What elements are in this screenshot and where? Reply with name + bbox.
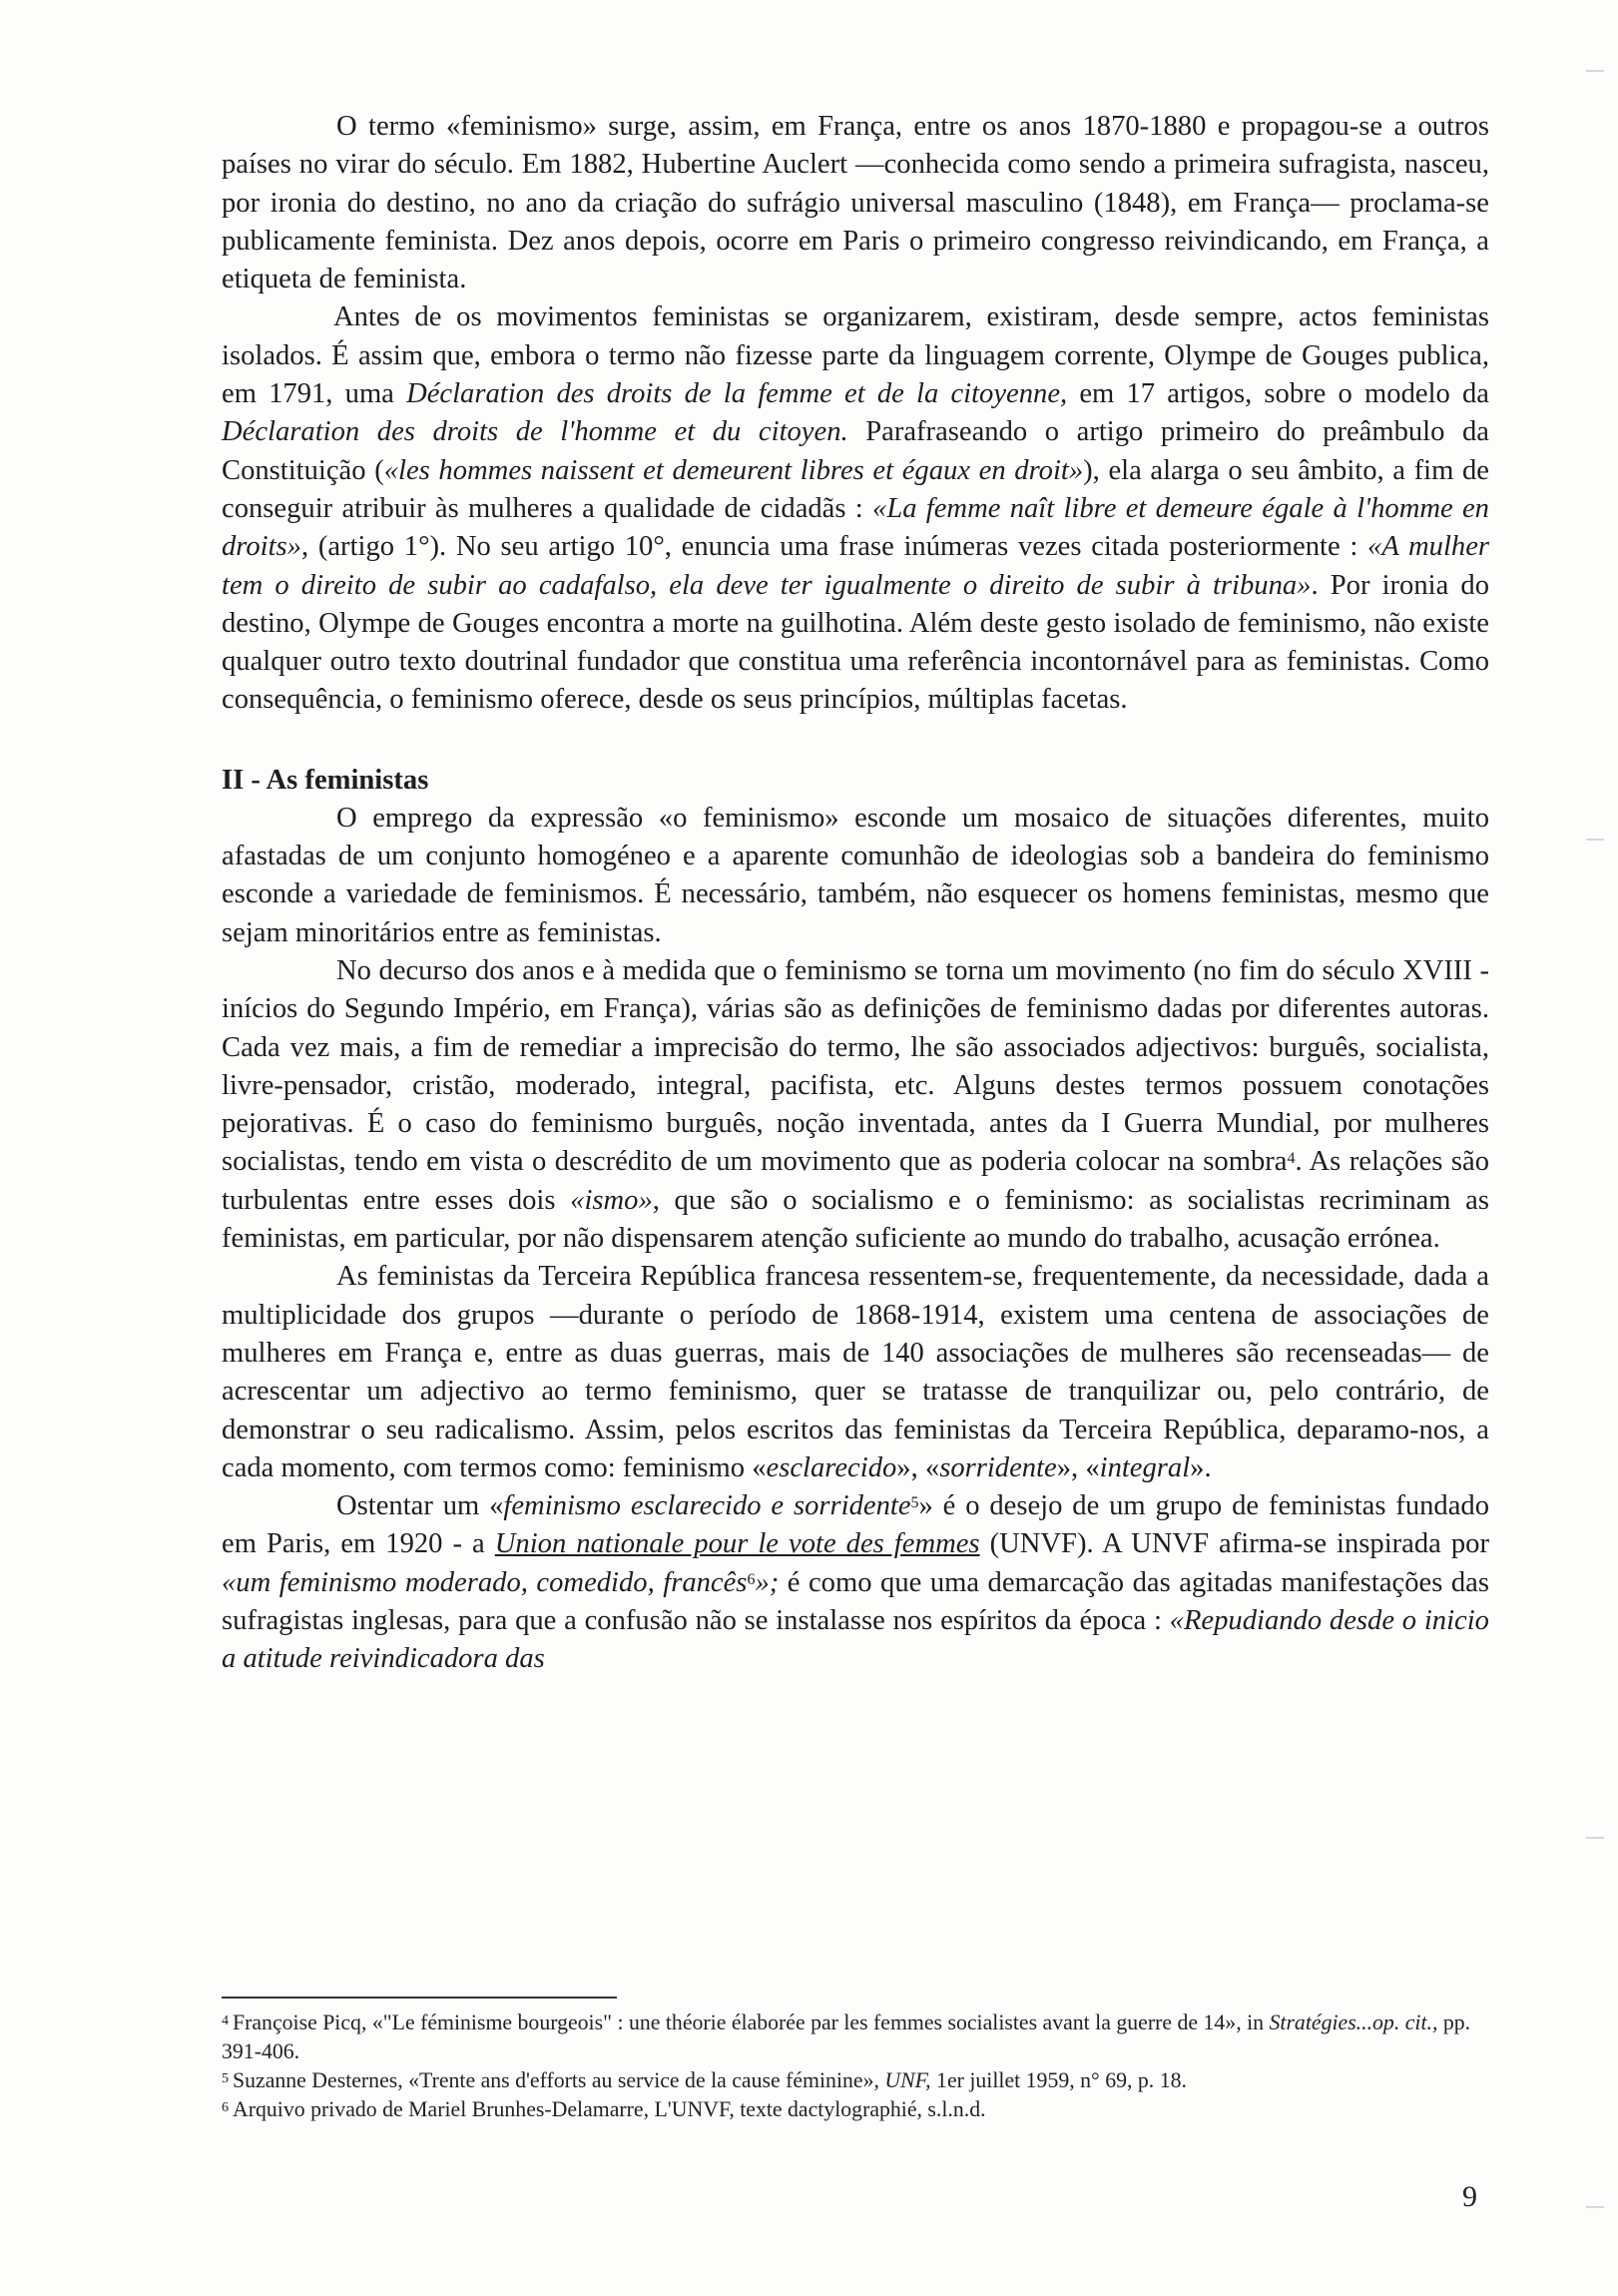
underlined-title: Union nationale pour le vote des femmes (494, 1528, 980, 1560)
page-number: 9 (1462, 2180, 1477, 2213)
footnote-4: $^4$ Françoise Picq, «"Le féminisme bourgeois" : une théorie élaborée par les femmes socialistes avant la guerre de 14», in Stratégies...op. cit., pp. 391-406. (222, 2010, 1471, 2063)
paragraph-4: No decurso dos anos e à medida que o feminismo se torna um movimento (no fim do século XVIII - inícios do Segundo Império, em França), várias são as definições de feminismo dadas por diferentes autoras. Cada vez mais, a fim de remediar a imprecisão do termo, lhe são associados adjectivos: burguês, socialista, livre-pensador, cristão, moderado, integral, pacifista, etc. Alguns destes termos possuem conotações pejorativas. É o caso do feminismo burguês, noção inventada, antes da I Guerra Mundial, por mulheres socialistas, tendo em vista o descrédito de um movimento que as poderia colocar na sombra$^4$. As relações são turbulentas entre esses dois «ismo», que são o socialismo e o feminismo: as socialistas recriminam as feministas, em particular, por não dispensarem atenção suficiente ao mundo do trabalho, acusação errónea. (222, 954, 1489, 1255)
paragraph-1: O termo «feminismo» surge, assim, em França, entre os anos 1870-1880 e propagou-se a outros países no virar do século. Em 1882, Hubertine Auclert —conhecida como sendo a primeira sufragista, nasceu, por ironia do destino, no ano da criação do sufrágio universal masculino (1848), em França— proclama-se publicamente feminista. Dez anos depois, ocorre em Paris o primeiro congresso reivindicando, em França, a etiqueta de feminista. (222, 111, 1489, 295)
footnote-ref-5: 5 (910, 1494, 919, 1512)
footnote-5: $^5$ Suzanne Desternes, «Trente ans d'efforts au service de la cause féminine», UNF, 1er juillet 1959, n° 69, p. 18. (222, 2068, 1187, 2092)
paragraph-5: As feministas da Terceira República francesa ressentem-se, frequentemente, da necessidade, dada a multiplicidade dos grupos —durante o período de 1868-1914, existem uma centena de associações de mulheres em França e, entre as duas guerras, mais de 140 associações de mulheres são recenseadas— de acrescentar um adjectivo ao termo feminismo, quer se tratasse de tranquilizar ou, pelo contrário, de demonstrar o seu radicalismo. Assim, pelos escritos das feministas da Terceira República, deparamo-nos, a cada momento, com termos como: feminismo «esclarecido», «sorridente», «integral». (222, 1261, 1489, 1483)
scan-edge-mark (1586, 2206, 1604, 2208)
footnotes (222, 2009, 1489, 2124)
paragraph-6: Ostentar um «feminismo esclarecido e sorridente$^5$» é o desejo de um grupo de feministas fundado em Paris, em 1920 - a Union nationale pour le vote des femmes (UNVF). A UNVF afirma-se inspirada por «um feminismo moderado, comedido, francês$^6$»; é como que uma demarcação das agitadas manifestações das sufragistas inglesas, para que a confusão não se instalasse nos espíritos da época : «Repudiando desde o inicio a atitude reivindicadora das (222, 1490, 1490, 1675)
footnote-6: $^6$ Arquivo privado de Mariel Brunhes-Delamarre, L'UNVF, texte dactylographié, s.l.n.d. (222, 2097, 986, 2121)
scan-edge-mark (1586, 1837, 1604, 1839)
scan-edge-mark (1586, 839, 1604, 841)
paragraph-3: O emprego da expressão «o feminismo» esconde um mosaico de situações diferentes, muito afastadas de um conjunto homogéneo e a aparente comunhão de ideologias sob a bandeira do feminismo esconde a variedade de feminismos. É necessário, também, não esquecer os homens feministas, mesmo que sejam minoritários entre as feministas. (222, 802, 1489, 948)
footnote-ref-4: 4 (1287, 1150, 1296, 1168)
section-heading: II - As feministas (222, 764, 429, 796)
footnote-separator (222, 1997, 617, 1999)
paragraph-2: Antes de os movimentos feministas se organizarem, existiram, desde sempre, actos feministas isolados. É assim que, embora o termo não fizesse parte da linguagem corrente, Olympe de Gouges publica, em 1791, uma Déclaration des droits de la femme et de la citoyenne, em 17 artigos, sobre o modelo da Déclaration des droits de l'homme et du citoyen. Parafraseando o artigo primeiro do preâmbulo da Constituição («les hommes naissent et demeurent libres et égaux en droit»), ela alarga o seu âmbito, a fim de conseguir atribuir às mulheres a qualidade de cidadãs : «La femme naît libre et demeure égale à l'homme en droits», (artigo 1°). No seu artigo 10°, enuncia uma frase inúmeras vezes citada posteriormente : «A mulher tem o direito de subir ao cadafalso, ela deve ter igualmente o direito de subir à tribuna». Por ironia do destino, Olympe de Gouges encontra a morte na guilhotina. Além deste gesto isolado de feminismo, não existe qualquer outro texto doutrinal fundador que constitua uma referência incontornável para as feministas. Como consequência, o feminismo oferece, desde os seus princípios, múltiplas facetas. (222, 301, 1490, 716)
footnote-ref-6: 6 (747, 1570, 756, 1588)
page-body (222, 108, 1489, 1679)
scan-edge-mark (1586, 70, 1604, 72)
